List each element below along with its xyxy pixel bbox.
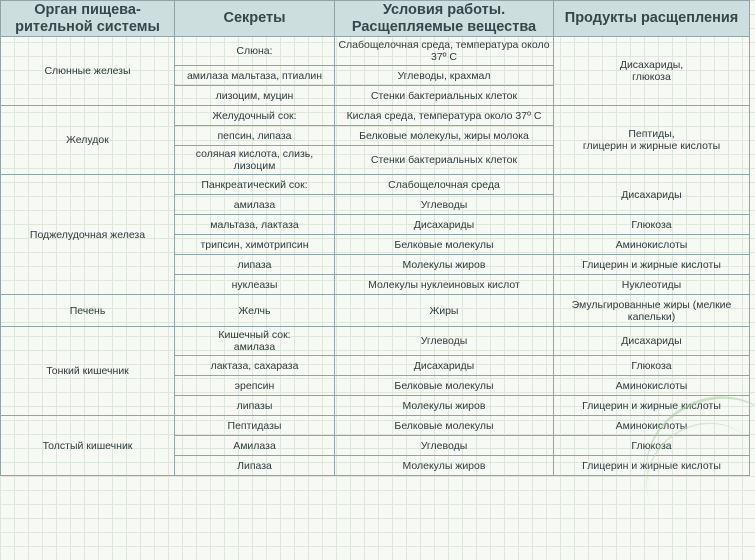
product-cell: Глицерин и жирные кислоты — [554, 255, 750, 275]
product-cell: Глюкоза — [554, 215, 750, 235]
conditions-cell: Молекулы жиров — [335, 396, 554, 416]
secret-cell: Слюна: — [175, 37, 335, 66]
organ-cell: Слюнные железы — [1, 37, 175, 106]
secret-cell: Панкреатический сок: — [175, 175, 335, 195]
header-products: Продукты расщепления — [554, 1, 750, 37]
product-cell: Дисахариды, глюкоза — [554, 37, 750, 106]
secret-cell: лизоцим, муцин — [175, 86, 335, 106]
conditions-cell: Углеводы, крахмал — [335, 66, 554, 86]
organ-cell: Желудок — [1, 106, 175, 175]
product-cell: Дисахариды — [554, 175, 750, 215]
product-cell: Глюкоза — [554, 436, 750, 456]
organ-cell: Тонкий кишечник — [1, 327, 175, 416]
header-conditions: Условия работы. Расщепляемые вещества — [335, 1, 554, 37]
product-cell: Эмульгированные жиры (мелкие капельки) — [554, 295, 750, 327]
secret-cell: соляная кислота, слизь, лизоцим — [175, 146, 335, 175]
product-cell: Дисахариды — [554, 327, 750, 356]
conditions-cell: Молекулы жиров — [335, 456, 554, 476]
product-cell: Глицерин и жирные кислоты — [554, 396, 750, 416]
conditions-cell: Дисахариды — [335, 356, 554, 376]
secret-cell: Липаза — [175, 456, 335, 476]
product-cell: Пептиды, глицерин и жирные кислоты — [554, 106, 750, 175]
secret-cell: Кишечный сок: амилаза — [175, 327, 335, 356]
table-row — [1, 416, 750, 436]
conditions-cell: Кислая среда, температура около 37º С — [335, 106, 554, 126]
conditions-cell: Жиры — [335, 295, 554, 327]
table-row — [1, 327, 750, 356]
secret-cell: лактаза, сахараза — [175, 356, 335, 376]
conditions-cell: Слабощелочная среда — [335, 175, 554, 195]
organ-cell: Толстый кишечник — [1, 416, 175, 476]
conditions-cell: Молекулы нуклеиновых кислот — [335, 275, 554, 295]
secret-cell: эрепсин — [175, 376, 335, 396]
secret-cell: Желудочный сок: — [175, 106, 335, 126]
conditions-cell: Молекулы жиров — [335, 255, 554, 275]
product-cell: Нуклеотиды — [554, 275, 750, 295]
conditions-cell: Углеводы — [335, 436, 554, 456]
secret-cell: амилаза — [175, 195, 335, 215]
header-organ: Орган пищева- рительной системы — [1, 1, 175, 37]
secret-cell: амилаза мальтаза, птиалин — [175, 66, 335, 86]
header-row — [1, 1, 750, 37]
secret-cell: липазы — [175, 396, 335, 416]
conditions-cell: Стенки бактериальных клеток — [335, 146, 554, 175]
secret-cell: нуклеазы — [175, 275, 335, 295]
secret-cell: мальтаза, лактаза — [175, 215, 335, 235]
product-cell: Аминокислоты — [554, 235, 750, 255]
conditions-cell: Углеводы — [335, 195, 554, 215]
secret-cell: трипсин, химотрипсин — [175, 235, 335, 255]
product-cell: Аминокислоты — [554, 416, 750, 436]
table-row — [1, 295, 750, 327]
header-secrets: Секреты — [175, 1, 335, 37]
organ-cell: Поджелудочная железа — [1, 175, 175, 295]
table-row — [1, 106, 750, 126]
product-cell: Глицерин и жирные кислоты — [554, 456, 750, 476]
secret-cell: пепсин, липаза — [175, 126, 335, 146]
conditions-cell: Белковые молекулы, жиры молока — [335, 126, 554, 146]
secret-cell: Амилаза — [175, 436, 335, 456]
conditions-cell: Стенки бактериальных клеток — [335, 86, 554, 106]
conditions-cell: Белковые молекулы — [335, 376, 554, 396]
product-cell: Глюкоза — [554, 356, 750, 376]
conditions-cell: Белковые молекулы — [335, 235, 554, 255]
secret-cell: липаза — [175, 255, 335, 275]
organ-cell: Печень — [1, 295, 175, 327]
conditions-cell: Дисахариды — [335, 215, 554, 235]
conditions-cell: Слабощелочная среда, температура около 37º С — [335, 37, 554, 66]
secret-cell: Желчь — [175, 295, 335, 327]
secret-cell: Пептидазы — [175, 416, 335, 436]
conditions-cell: Белковые молекулы — [335, 416, 554, 436]
table-row — [1, 175, 750, 195]
product-cell: Аминокислоты — [554, 376, 750, 396]
conditions-cell: Углеводы — [335, 327, 554, 356]
table-row — [1, 37, 750, 66]
